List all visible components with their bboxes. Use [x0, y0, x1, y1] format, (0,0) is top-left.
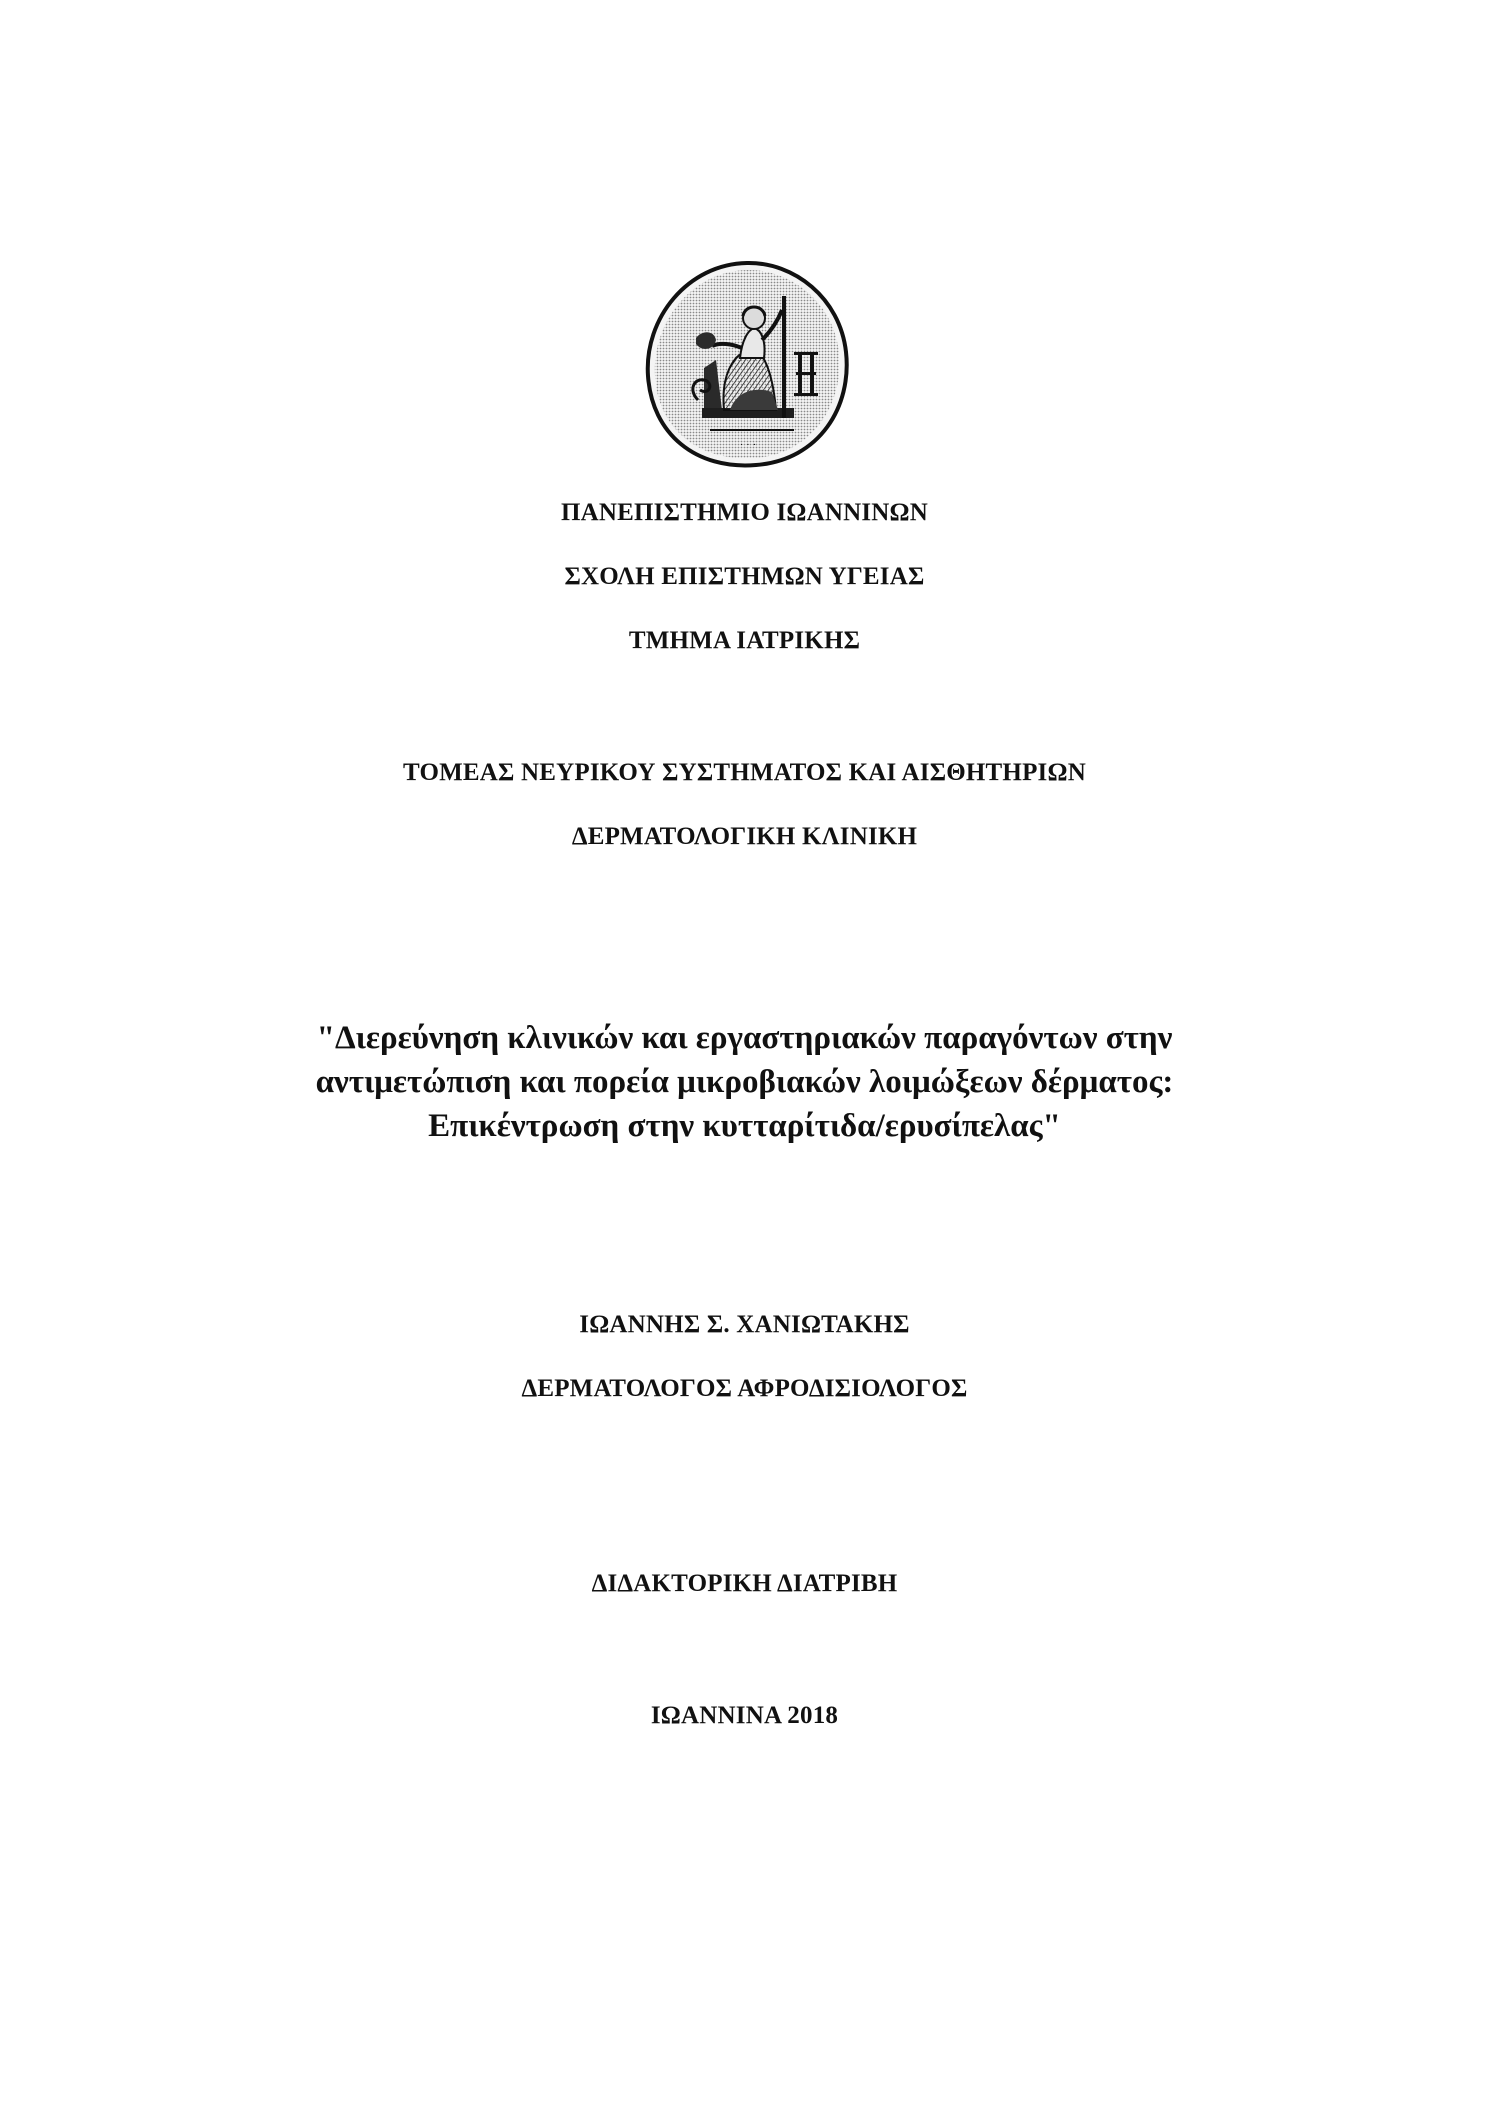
author-specialty: ΔΕΡΜΑΤΟΛΟΓΟΣ ΑΦΡΟΔΙΣΙΟΛΟΓΟΣ: [521, 1375, 968, 1402]
author-name: ΙΩΑΝΝΗΣ Σ. ΧΑΝΙΩΤΑΚΗΣ: [579, 1311, 910, 1338]
svg-text:· · ·: · · ·: [739, 439, 757, 451]
thesis-title-line-2: αντιμετώπιση και πορεία μικροβιακών λοιμώξεων δέρματος:: [315, 1064, 1174, 1100]
school-name: ΣΧΟΛΗ ΕΠΙΣΤΗΜΩΝ ΥΓΕΙΑΣ: [564, 563, 925, 590]
thesis-title: [0, 1016, 1489, 1148]
thesis-title-line-3: Επικέντρωση στην κυτταρίτιδα/ερυσίπελας": [428, 1108, 1061, 1144]
thesis-title-line-1: "Διερεύνηση κλινικών και εργαστηριακών παραγόντων στην: [316, 1020, 1173, 1056]
department-name: ΤΜΗΜΑ ΙΑΤΡΙΚΗΣ: [628, 627, 861, 654]
university-name: ΠΑΝΕΠΙΣΤΗΜΙΟ ΙΩΑΝΝΙΝΩΝ: [560, 499, 929, 526]
clinic-name: ΔΕΡΜΑΤΟΛΟΓΙΚΗ ΚΛΙΝΙΚΗ: [571, 823, 918, 850]
sector-name: ΤΟΜΕΑΣ ΝΕΥΡΙΚΟΥ ΣΥΣΤΗΜΑΤΟΣ ΚΑΙ ΑΙΣΘΗΤΗΡΙΩΝ: [403, 759, 1086, 786]
university-seal-icon: [644, 260, 850, 468]
document-type: ΔΙΔΑΚΤΟΡΙΚΗ ΔΙΑΤΡΙΒΗ: [591, 1570, 898, 1597]
place-year: ΙΩΑΝΝΙΝΑ 2018: [650, 1702, 839, 1729]
